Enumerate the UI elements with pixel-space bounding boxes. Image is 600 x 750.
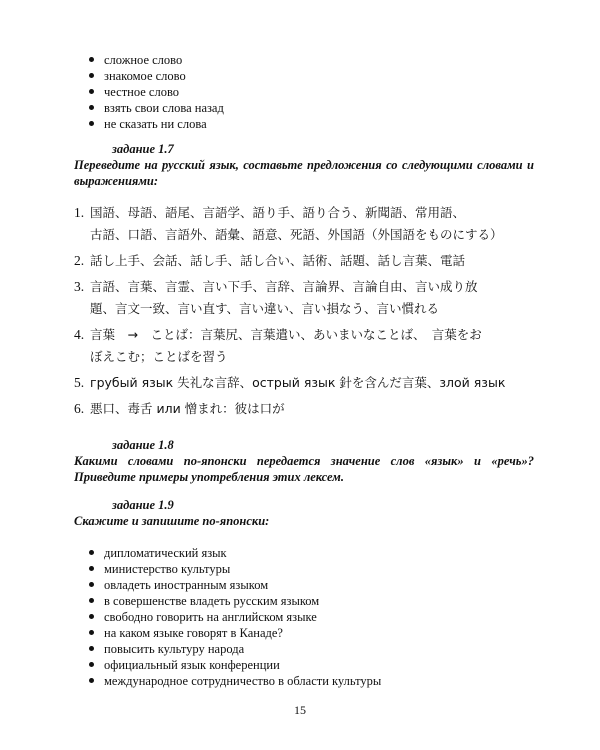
- item-number: 2.: [74, 253, 85, 268]
- list-item: официальный язык конференции: [88, 657, 381, 673]
- list-item: овладеть иностранным языком: [88, 577, 381, 593]
- item-number: 6.: [74, 401, 85, 416]
- item-line: 国語、母語、語尾、言語学、語り手、語り合う、新聞語、常用語、: [90, 205, 466, 220]
- list-item: знакомое слово: [88, 68, 224, 84]
- item-line: 話し上手、会話、話し手、話し合い、話術、話題、話し言葉、電話: [90, 253, 466, 268]
- bottom-bullet-list: [88, 545, 381, 689]
- item-line: 悪口、毒舌 или 憎まれ：彼は口が: [90, 401, 285, 416]
- item-line: ぼえこむ；ことばを習う: [90, 349, 228, 364]
- item-line: грубый язык 失礼な言辞、острый язык 針を含んだ言葉、злой язык: [90, 375, 506, 390]
- list-item: на каком языке говорят в Канаде?: [88, 625, 381, 641]
- list-item: дипломатический язык: [88, 545, 381, 561]
- list-item: [74, 324, 554, 368]
- list-item: свободно говорить на английском языке: [88, 609, 381, 625]
- list-item: [74, 202, 554, 246]
- top-bullet-list: [88, 52, 224, 132]
- item-number: 5.: [74, 375, 85, 390]
- list-item: повысить культуру народа: [88, 641, 381, 657]
- japanese-word-list: [74, 202, 554, 424]
- page-number: 15: [294, 703, 306, 717]
- item-number: 3.: [74, 279, 85, 294]
- item-line: 言語、言葉、言霊、言い下手、言辞、言論界、言論自由、言い成り放: [90, 279, 478, 294]
- list-item: взять свои слова назад: [88, 100, 224, 116]
- task-1-7-label: задание 1.7: [112, 142, 174, 156]
- list-item: в совершенстве владеть русским языком: [88, 593, 381, 609]
- list-item: [74, 276, 554, 320]
- item-line: 題、言文一致、言い直す、言い違い、言い損なう、言い慣れる: [90, 301, 440, 316]
- list-item: честное слово: [88, 84, 224, 100]
- list-item: [74, 250, 554, 272]
- list-item: международное сотрудничество в области культуры: [88, 673, 381, 689]
- task-1-8-label: задание 1.8: [112, 438, 174, 452]
- item-number: 4.: [74, 327, 85, 342]
- task-1-9-label: задание 1.9: [112, 498, 174, 512]
- list-item: [74, 398, 554, 420]
- task-1-9-instruction: Скажите и запишите по-японски:: [74, 514, 270, 528]
- task-1-8-instruction: Какими словами по-японски передается значение слов «язык» и «речь»? Приведите примеры употребления этих лексем.: [74, 454, 534, 484]
- task-1-7-instruction: Переведите на русский язык, составьте предложения со следующими словами и выражениями:: [74, 158, 534, 188]
- item-line: 古語、口語、言語外、語彙、語意、死語、外国語（外国語をものにする）: [90, 227, 503, 242]
- list-item: министерство культуры: [88, 561, 381, 577]
- list-item: [74, 372, 554, 394]
- list-item: сложное слово: [88, 52, 224, 68]
- list-item: не сказать ни слова: [88, 116, 224, 132]
- item-number: 1.: [74, 205, 85, 220]
- item-line: 言葉 → ことば：言葉尻、言葉遣い、あいまいなことば、 言葉をお: [90, 327, 482, 342]
